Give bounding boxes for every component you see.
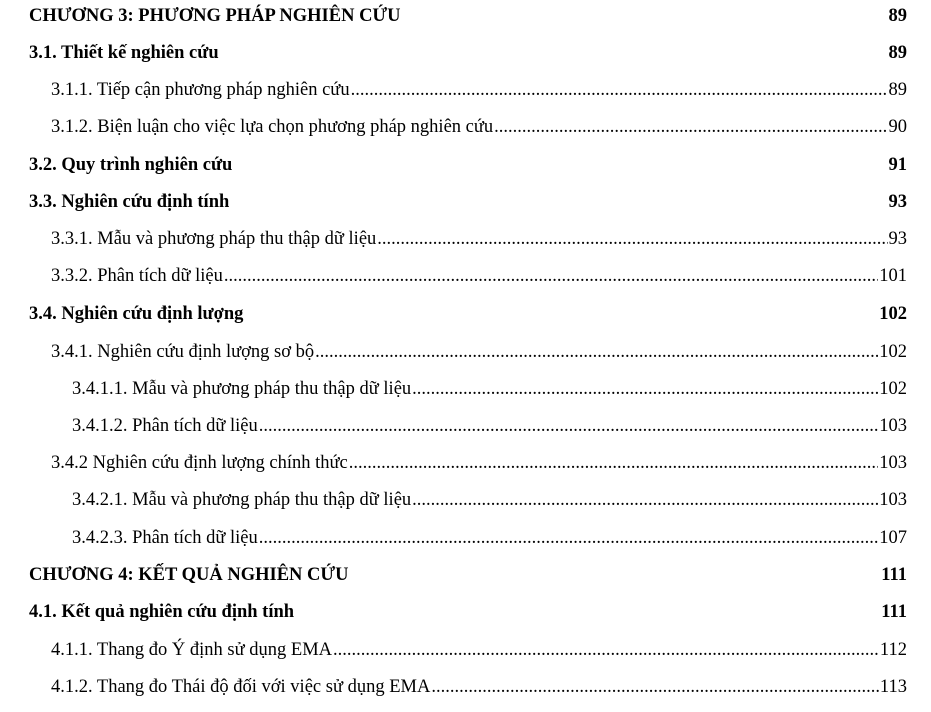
dot-leader [494,114,887,140]
toc-entry-label: 3.4.2.1. Mẫu và phương pháp thu thập dữ liệu [72,490,412,510]
dot-leader [377,226,887,252]
toc-entry-label: CHƯƠNG 4: KẾT QUẢ NGHIÊN CỨU [29,565,349,585]
toc-entry-label: 4.1.1. Thang đo Ý định sử dụng EMA [51,640,333,660]
dot-leader [412,376,878,402]
dot-leader [349,450,878,476]
toc-entry-label: 4.1.2. Thang đo Thái độ đối với việc sử dụng EMA [51,677,431,697]
toc-entry-3-3[interactable] [29,189,907,215]
toc-entry-page: 93 [888,192,907,212]
toc-entry-3-4-2[interactable] [51,450,907,476]
toc-entry-3-3-1[interactable] [51,226,907,252]
toc-entry-page: 102 [879,304,907,324]
toc-entry-page: 107 [879,528,907,548]
toc-entry-page: 103 [879,490,907,510]
toc-entry-label: 3.4. Nghiên cứu định lượng [29,304,244,324]
dot-leader [412,487,878,513]
toc-entry-page: 113 [879,677,907,697]
toc-entry-page: 103 [879,453,907,473]
dot-leader [259,525,878,551]
toc-entry-3-2[interactable] [29,152,907,178]
toc-entry-label: 3.1.2. Biện luận cho việc lựa chọn phương pháp nghiên cứu [51,117,494,137]
toc-entry-chapter-4[interactable] [29,562,907,588]
toc-entry-label: 4.1. Kết quả nghiên cứu định tính [29,602,295,622]
toc-entry-label: 3.3.2. Phân tích dữ liệu [51,266,223,286]
toc-entry-3-4-2-1[interactable] [72,487,907,513]
toc-entry-page: 103 [879,416,907,436]
toc-entry-3-4[interactable] [29,301,907,327]
toc-entry-3-4-2-3[interactable] [72,525,907,551]
dot-leader [224,263,878,289]
toc-entry-4-1-2[interactable] [51,674,907,700]
toc-entry-label: 3.3.1. Mẫu và phương pháp thu thập dữ liệu [51,229,377,249]
toc-entry-label: 3.4.1.1. Mẫu và phương pháp thu thập dữ liệu [72,379,412,399]
toc-entry-3-4-1[interactable] [51,339,907,365]
toc-entry-label: 3.1. Thiết kế nghiên cứu [29,43,219,63]
dot-leader [315,339,878,365]
toc-entry-4-1-1[interactable] [51,637,907,663]
toc-entry-label: 3.2. Quy trình nghiên cứu [29,155,233,175]
toc-entry-4-1[interactable] [29,599,907,625]
toc-entry-page: 102 [879,342,907,362]
toc-entry-label: 3.4.1. Nghiên cứu định lượng sơ bộ [51,342,315,362]
dot-leader [431,674,879,700]
toc-entry-page: 111 [881,565,907,585]
toc-entry-3-1-2[interactable] [51,114,907,140]
dot-leader [351,77,888,103]
toc-entry-page: 111 [881,602,907,622]
toc-entry-label: 3.4.2 Nghiên cứu định lượng chính thức [51,453,348,473]
dot-leader [333,637,879,663]
toc-entry-3-4-1-2[interactable] [72,413,907,439]
toc-entry-page: 90 [888,117,907,137]
toc-entry-label: 3.4.1.2. Phân tích dữ liệu [72,416,258,436]
toc-entry-page: 89 [888,43,907,63]
toc-entry-3-1[interactable] [29,40,907,66]
toc-entry-3-3-2[interactable] [51,263,907,289]
toc-entry-page: 112 [879,640,907,660]
toc-entry-label: 3.3. Nghiên cứu định tính [29,192,230,212]
toc-entry-3-1-1[interactable] [51,77,907,103]
toc-entry-page: 93 [888,229,907,249]
toc-entry-chapter-3[interactable] [29,3,907,29]
toc-entry-page: 89 [888,80,907,100]
toc-entry-3-4-1-1[interactable] [72,376,907,402]
toc-entry-page: 101 [879,266,907,286]
toc-entry-page: 91 [888,155,907,175]
toc-entry-page: 89 [888,6,907,26]
dot-leader [259,413,878,439]
toc-entry-label: 3.4.2.3. Phân tích dữ liệu [72,528,258,548]
toc-entry-label: CHƯƠNG 3: PHƯƠNG PHÁP NGHIÊN CỨU [29,6,401,26]
toc-entry-label: 3.1.1. Tiếp cận phương pháp nghiên cứu [51,80,350,100]
toc-entry-page: 102 [879,379,907,399]
